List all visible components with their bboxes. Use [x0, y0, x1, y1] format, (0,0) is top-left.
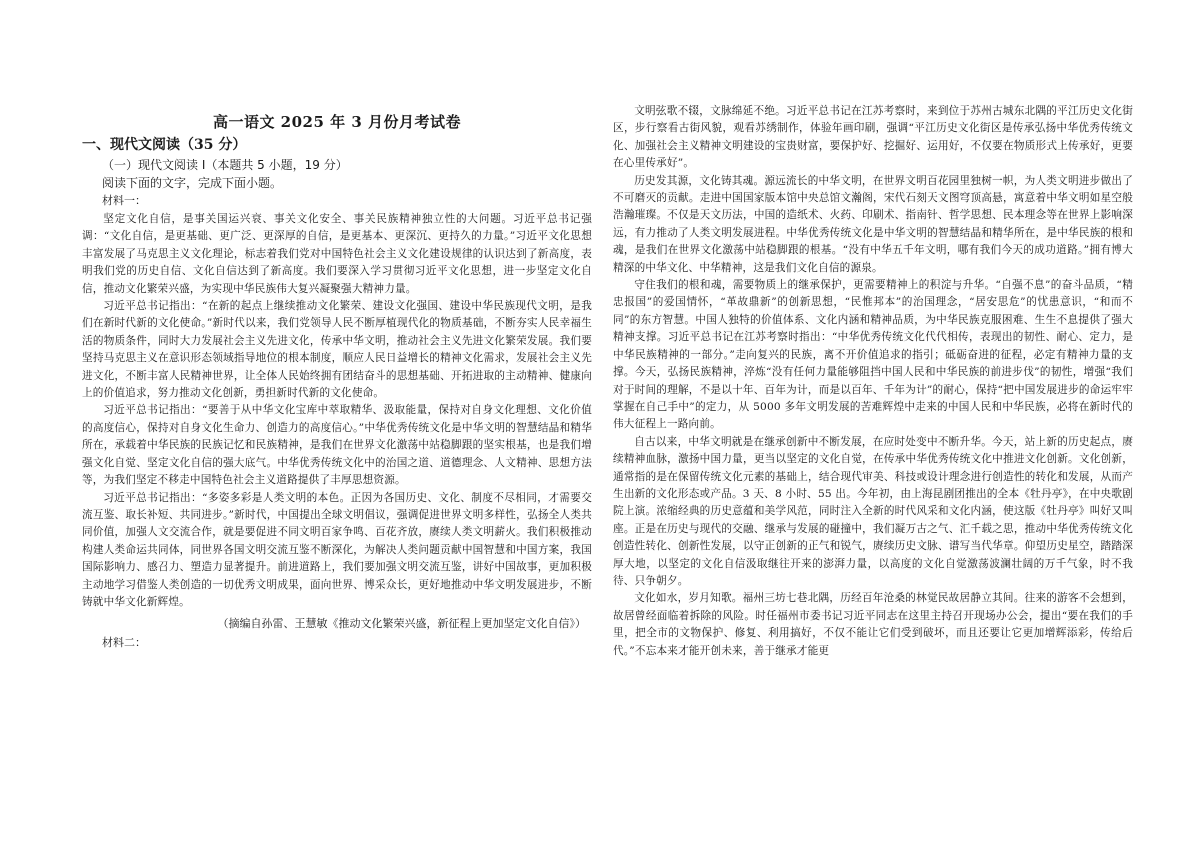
right-paragraph: 历史发其源，文化铸其魂。源远流长的中华文明，在世界文明百花园里独树一帜，为人类文明进步做出了不可磨灭的贡献。走进中国国家版本馆中央总馆文瀚阁，宋代石刻天文图穹顶高悬，寓意着中华文明如星空般浩瀚璀璨。不仅是天文历法，中国的造纸术、火药、印刷术、指南针、哲学思想、民本理念等在世界上影响深远，有力推动了人类文明发展进程。中华优秀传统文化是中华文明的智慧结晶和精华所在，是中华民族的根和魂，是我们在世界文化激荡中站稳脚跟的根基。“没有中华五千年文明，哪有我们今天的成功道路。”拥有博大精深的中华文化、中华精神，这是我们文化自信的源泉。 [613, 174, 1133, 274]
right-paragraph: 文化如水，岁月知歌。福州三坊七巷北隅，历经百年沧桑的林觉民故居静立其间。往来的游客不会想到，故居曾经面临着拆除的风险。时任福州市委书记习近平同志在这里主持召开现场办公会，提出“要在我们的手里，把全市的文物保护、修复、利用搞好，不仅不能让它们受到破坏，而且还要让它更加增辉添彩，传给后代。”不忘本来才能开创未来，善于继承才能更 [613, 592, 1133, 657]
material1-label: 材料一： [102, 194, 146, 207]
right-column [613, 103, 1133, 660]
section-title: 一、现代文阅读（35 分） [82, 137, 247, 153]
source-note: （摘编自孙雷、王慧敏《推动文化繁荣兴盛，新征程上更加坚定文化自信》） [217, 617, 586, 631]
left-column [82, 105, 592, 650]
left-paragraph: 习近平总书记指出：“在新的起点上继续推动文化繁荣、建设文化强国、建设中华民族现代文明，是我们在新时代新的文化使命。”新时代以来，我们党领导人民不断厚植现代化的物质基础，不断夯实人民幸福生活的物质条件，同时大力发展社会主义先进文化，传承中华文明，推动社会主义先进文化繁荣发展。我们要坚持马克思主义在意识形态领域指导地位的根本制度，顺应人民日益增长的精神文化需求，发展社会主义先进文化，不断丰富人民精神世界，让全体人民始终拥有团结奋斗的思想基础、开拓进取的主动精神、健康向上的价值追求，努力推动文化创新，勇担新时代新的文化使命。 [82, 300, 592, 400]
exam-title: 高一语文 2025 年 3 月份月考试卷 [212, 113, 462, 131]
right-paragraph: 文明弦歌不辍，文脉绵延不绝。习近平总书记在江苏考察时，来到位于苏州古城东北隅的平江历史文化街区，步行察看古街风貌，观看苏绣制作，体验年画印刷，强调“平江历史文化街区是传承弘扬中华优秀传统文化、加强社会主义精神文明建设的宝贵财富，要保护好、挖掘好、运用好，不仅要在物质形式上传承好，更要在心里传承好”。 [613, 105, 1133, 170]
left-paragraph: 习近平总书记指出：“多姿多彩是人类文明的本色。正因为各国历史、文化、制度不尽相同，才需要交流互鉴、取长补短、共同进步。”新时代，中国提出全球文明倡议，强调促进世界文明多样性，弘扬全人类共同价值，加强人文交流合作，就是要促进不同文明百家争鸣、百花齐放，赓续人类文明薪火。我们积极推动构建人类命运共同体，同世界各国文明交流互鉴不断深化，为解决人类问题贡献中国智慧和中国方案，我国国际影响力、感召力、塑造力显著提升。前进道路上，我们要加强文明交流互鉴，讲好中国故事，更加积极主动地学习借鉴人类创造的一切优秀文明成果，面向世界、博采众长，更好地推动中华文明发展进步，不断铸就中华文化新辉煌。 [82, 491, 592, 608]
right-paragraph: 自古以来，中华文明就是在继承创新中不断发展，在应时处变中不断升华。今天，站上新的历史起点，赓续精神血脉，激扬中国力量，更当以坚定的文化自觉，在传承中华优秀传统文化中推进文化创新。文化创新，通常指的是在保留传统文化元素的基础上，结合现代审美、科技或设计理念进行创造性的转化和发展，从而产生出新的文化形态或产品。3 天、8 小时、55 出。今年初，由上海昆剧团推出的全本《牡丹亭》，在中央歌剧院上演。浓缩经典的历史意蕴和美学风范，同时注入全新的时代风采和文化内涵，使这版《牡丹亭》叫好又叫座。正是在历史与现代的交融、继承与发展的碰撞中，我们凝万古之气、汇千载之思，推动中华优秀传统文化创造性转化、创新性发展，以守正创新的正气和锐气，赓续历史文脉、谱写当代华章。仰望历史星空，踏踏深厚大地，以坚定的文化自信汲取继往开来的澎湃力量，以高度的文化自觉激荡波澜壮阔的万千气象，时不我待、只争朝夕。 [613, 435, 1133, 587]
material2-label: 材料二： [102, 636, 146, 650]
subsection-title: （一）现代文阅读 I（本题共 5 小题，19 分） [102, 158, 348, 172]
reading-instruction: 阅读下面的文字，完成下面小题。 [102, 176, 283, 190]
left-paragraph: 坚定文化自信，是事关国运兴衰、事关文化安全、事关民族精神独立性的大问题。习近平总书记强调：“文化自信，是更基础、更广泛、更深厚的自信，是更基本、更深沉、更持久的力量。”习近平文化思想丰富发展了马克思主义文化理论，标志着我们党对中国特色社会主义文化建设规律的认识达到了新高度，表明我们党的历史自信、文化自信达到了新高度。我们要深入学习贯彻习近平文化思想，进一步坚定文化自信，推动文化繁荣兴盛，为实现中华民族伟大复兴凝聚强大精神力量。 [82, 213, 592, 295]
left-paragraph: 习近平总书记指出：“要善于从中华文化宝库中萃取精华、汲取能量，保持对自身文化理想、文化价值的高度信心，保持对自身文化生命力、创造力的高度信心。”中华优秀传统文化是中华文明的智慧结晶和精华所在，承载着中华民族的民族记忆和民族精神，是我们在世界文化激荡中站稳脚跟的坚实根基，也是我们增强文化自觉、坚定文化自信的强大底气。中华优秀传统文化中的治国之道、道德理念、人文精神、思想方法等，为我们坚定不移走中国特色社会主义道路提供了丰厚思想资源。 [82, 404, 592, 487]
right-paragraph: 守住我们的根和魂，需要物质上的继承保护，更需要精神上的积淀与升华。“自强不息”的奋斗品质，“精忠报国”的爱国情怀，“革故鼎新”的创新思想，“民惟邦本”的治国理念，“居安思危”的忧患意识，“和而不同”的东方智慧。中国人独特的价值体系、文化内涵和精神品质，为中华民族克服困难、生生不息提供了强大精神支撑。习近平总书记在江苏考察时指出：“中华优秀传统文化代代相传，表现出的韧性、耐心、定力，是中华民族精神的一部分。”走向复兴的民族，离不开价值追求的指引；砥砺奋进的征程，必定有精神力量的支撑。今天，弘扬民族精神，淬炼“没有任何力量能够阻挡中国人民和中华民族的前进步伐”的韧性，增强“我们对于时间的理解，不是以十年、百年为计，而是以百年、千年为计”的耐心，保持“把中国发展进步的命运牢牢掌握在自己手中”的定力，从 5000 多年文明发展的苦难辉煌中走来的中国人民和中华民族，必将在新时代的伟大征程上一路向前。 [613, 279, 1133, 431]
